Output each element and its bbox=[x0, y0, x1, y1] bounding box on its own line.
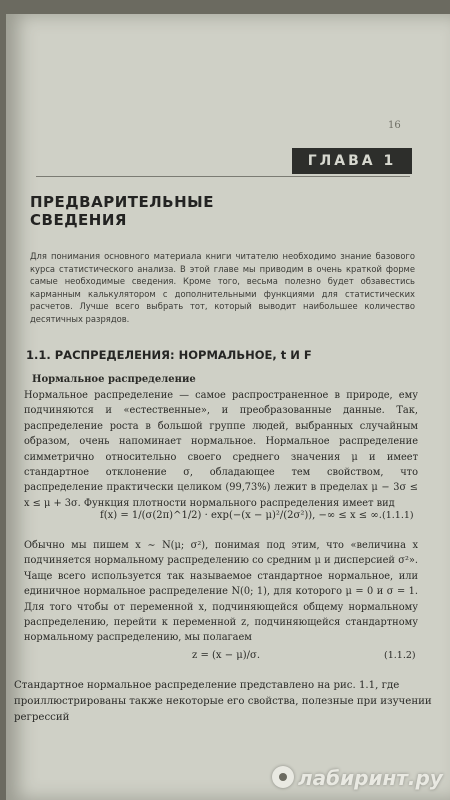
intro-paragraph: Для понимания основного материала книги читателю необходимо знание базового курса статистического анализа. В этой главе мы приводим в очень краткой форме самые необходимые сведения. Кроме того, весьма полезно будет обзавестись карманным калькулятором с дополнительными функциями для статистических расчетов. Лучше всего выбрать тот, который выводит наибольшее количество десятичных разрядов. bbox=[30, 251, 415, 324]
equation-number-1: (1.1.1) bbox=[382, 510, 414, 521]
page-number: 16 bbox=[388, 120, 401, 131]
density-formula: f(x) = 1/(σ(2π)^1/2) · exp(−(x − μ)²/(2σ²)), −∞ ≤ x ≤ ∞. bbox=[100, 510, 382, 521]
paragraph-normal-distribution: Нормальное распределение — самое распространенное в природе, ему подчиняются и «естественные», и преобразованные данные. Так, распределение роста в большой группе людей, выбранных случайным образом, очень напоминает нормальное. Нормальное распределение симметрично относительно своего среднего значения μ и имеет стандартное отклонение σ, обладающее тем свойством, что распределение практически целиком (99,73%) лежит в пределах μ − 3σ ≤ x ≤ μ + 3σ. Функция плотности нормального распределения имеет вид bbox=[24, 390, 418, 509]
paragraph-figure-reference: Стандартное нормальное распределение представлено на рис. 1.1, где проиллюстрированы также некоторые его свойства, полезные при изучении регрессий bbox=[14, 680, 432, 723]
equation-number-2: (1.1.2) bbox=[384, 650, 416, 661]
chapter-title bbox=[30, 193, 330, 229]
chapter-rule bbox=[36, 176, 410, 177]
subsection-heading: Нормальное распределение bbox=[32, 374, 196, 385]
chapter-title-line2: СВЕДЕНИЯ bbox=[30, 211, 127, 229]
chapter-label: ГЛАВА 1 bbox=[292, 148, 412, 174]
watermark-logo-icon bbox=[272, 766, 294, 788]
section-heading: 1.1. РАСПРЕДЕЛЕНИЯ: НОРМАЛЬНОЕ, t И F bbox=[26, 348, 312, 362]
chapter-title-line1: ПРЕДВАРИТЕЛЬНЫЕ bbox=[30, 193, 214, 211]
watermark-text: лабиринт.ру bbox=[298, 766, 443, 790]
standardization-formula: z = (x − μ)/σ. bbox=[192, 650, 261, 661]
paragraph-standard-normal: Обычно мы пишем x ∼ N(μ; σ²), понимая под этим, что «величина x подчиняется нормальному распределению со средним μ и дисперсией σ²». Чаще всего используется так называемое стандартное нормальное, или единичное нормальное распределение N(0; 1), для которого μ = 0 и σ = 1. Для того чтобы от переменной x, подчиняющейся общему нормальному распределению, перейти к переменной z, подчиняющейся стандартному нормальному распределению, мы полагаем bbox=[24, 540, 418, 644]
